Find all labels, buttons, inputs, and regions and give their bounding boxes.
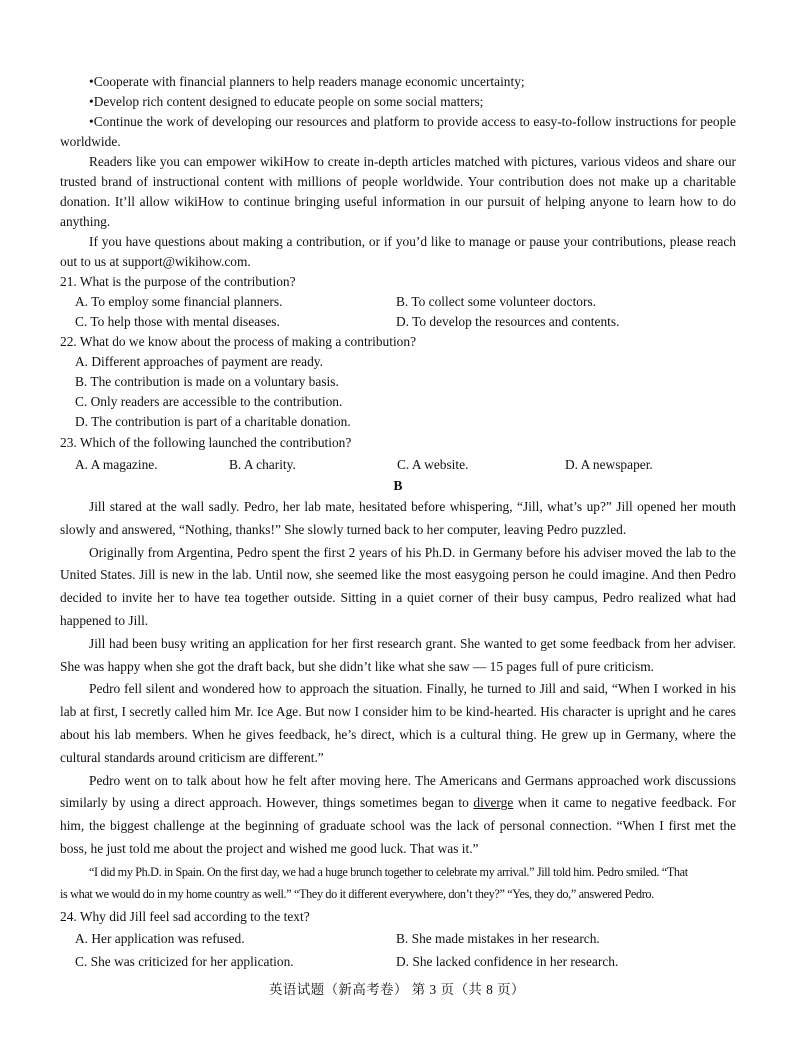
question-21: [60, 272, 736, 332]
question-stem: 21. What is the purpose of the contribution?: [60, 274, 296, 289]
options-row: [60, 928, 736, 951]
question-stem: 22. What do we know about the process of making a contribution?: [60, 334, 417, 349]
option-c: C. To help those with mental diseases.: [75, 314, 280, 329]
paragraph: If you have questions about making a contribution, or if you’d like to manage or pause your contributions, please reach out to us at support@wikihow.com.: [60, 234, 736, 269]
bullet-item: •Continue the work of developing our resources and platform to provide access to easy-to-follow instructions for people worldwide.: [60, 114, 736, 149]
paragraph-line: “I did my Ph.D. in Spain. On the first day, we had a huge brunch together to celebrate my arrival.” Jill told him. Pedro smiled. “That: [89, 864, 688, 879]
option-d: D. She lacked confidence in her research.: [396, 953, 619, 969]
paragraph: Readers like you can empower wikiHow to create in-depth articles matched with pictures, various videos and share our trusted brand of instructional content with millions of people worldwide. Your contribution does not make up a charitable donation. It’ll allow wikiHow to continue bringing useful information in our pursuit of helping anyone to learn how to do anything.: [60, 154, 736, 229]
section-heading: B: [393, 478, 403, 493]
paragraph: Pedro fell silent and wondered how to approach the situation. Finally, he turned to Jill and said, “When I worked in his lab at first, I secretly called him Mr. Ice Age. But now I consider him to be kind-hearted. His character is upright and he cares about his lab members. When he gives feedback, he’s direct, which is a cultural thing. He grew up in Germany, where the cultural standards around criticism are different.”: [60, 681, 736, 765]
option-b: B. She made mistakes in her research.: [396, 931, 600, 947]
option-d: D. The contribution is part of a charitable donation.: [75, 414, 351, 429]
paragraph: Originally from Argentina, Pedro spent the first 2 years of his Ph.D. in Germany before his adviser moved the lab to the United States. Jill is new in the lab. Until now, she seemed like the most easygoing person he could imagine. And then Pedro decided to invite her to have tea together outside. Sitting in a quiet corner of their busy campus, Pedro realized what had happened to Jill.: [60, 544, 736, 628]
option-a: A. To employ some financial planners.: [75, 294, 283, 309]
paragraph: [60, 770, 736, 861]
text-span: Pedro went on to talk about how he felt after moving here. The Americans and Germans approached work discussions similarly by using a direct approach. However, things sometimes began to: [60, 772, 736, 811]
paragraph-line: is what we would do in my home country as well.” “They do it different everywhere, don’t they?” “Yes, they do,” answered Pedro.: [60, 887, 654, 902]
options-row: [60, 292, 736, 312]
bullet-item: •Develop rich content designed to educate people on some social matters;: [89, 94, 484, 109]
page-footer: 英语试题（新高考卷） 第 3 页（共 8 页）: [269, 982, 525, 997]
paragraph: Jill stared at the wall sadly. Pedro, her lab mate, hesitated before whispering, “Jill, what’s up?” Jill opened her mouth slowly and answered, “Nothing, thanks!” She slowly turned back to her computer, leaving Pedro puzzled.: [60, 499, 736, 537]
question-24: [60, 906, 736, 974]
options-row: [60, 951, 736, 974]
option-a: A. Her application was refused.: [75, 931, 245, 947]
option-b: B. The contribution is made on a voluntary basis.: [75, 374, 339, 389]
question-stem: 24. Why did Jill feel sad according to the text?: [60, 908, 310, 924]
option-b: B. A charity.: [229, 457, 296, 472]
exam-page: [60, 72, 736, 973]
option-d: D. A newspaper.: [565, 457, 653, 472]
option-c: C. She was criticized for her application.: [75, 953, 294, 969]
option-c: C. A website.: [397, 457, 469, 472]
question-22: [60, 332, 736, 432]
question-23: [60, 432, 736, 476]
bullet-item: •Cooperate with financial planners to help readers manage economic uncertainty;: [89, 74, 525, 89]
underlined-word: diverge: [473, 795, 514, 811]
options-row: [60, 312, 736, 332]
option-c: C. Only readers are accessible to the contribution.: [75, 394, 343, 409]
question-stem: 23. Which of the following launched the contribution?: [60, 435, 352, 450]
option-b: B. To collect some volunteer doctors.: [396, 294, 597, 309]
option-a: A. A magazine.: [75, 457, 158, 472]
option-d: D. To develop the resources and contents.: [396, 314, 620, 329]
options-row: [60, 454, 736, 476]
text-span: when it came to negative feedback. For him, the biggest challenge at the beginning of graduate school was the lack of personal connection. “When I first met the boss, he just told me about the project and wished me good luck. That was it.”: [60, 795, 736, 856]
paragraph: Jill had been busy writing an application for her first research grant. She wanted to get some feedback from her adviser. She was happy when she got the draft back, but she didn’t like what she saw — 15 pages full of pure criticism.: [60, 635, 736, 674]
option-a: A. Different approaches of payment are ready.: [75, 354, 323, 369]
